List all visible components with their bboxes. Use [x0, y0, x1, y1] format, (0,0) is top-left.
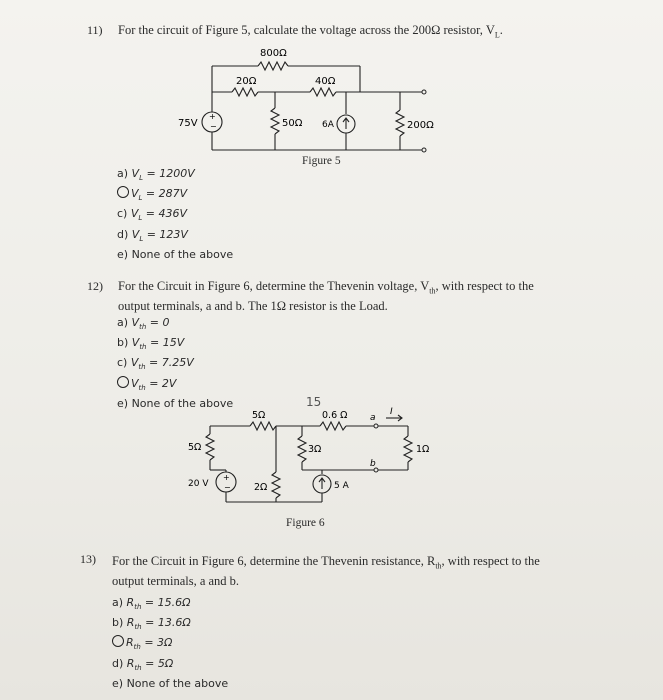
q12-number: 12)	[87, 279, 103, 293]
q12-choice-e[interactable]: e) None of the above	[117, 396, 234, 410]
q12-text: For the Circuit in Figure 6, determine the Thevenin voltage, $V_{th}$, with respect to the output terminals, a and b. The 1Ω resistor is the Load.	[118, 279, 534, 313]
label-75v: 75V	[178, 118, 198, 129]
label-800: 800Ω	[260, 48, 287, 59]
figure-6-circuit	[180, 390, 450, 508]
label-5a: 5 A	[334, 481, 349, 491]
q13-choice-b[interactable]: b) $R_{th} = 13.6\Omega$	[112, 616, 191, 632]
label-5-left: 5Ω	[188, 442, 202, 453]
label-a: a	[370, 413, 376, 423]
q11-choices	[117, 166, 233, 262]
q13-text: For the Circuit in Figure 6, determine the Thevenin resistance, $R_{th}$, with respect to the output terminals, a and b.	[112, 554, 540, 588]
answer-mark-icon	[117, 186, 129, 198]
svg-text:+: +	[223, 473, 230, 482]
q13-choices	[112, 595, 228, 691]
q12-choice-a[interactable]: a) $V_{th} = 0$	[117, 316, 170, 332]
q13-choice-e[interactable]: e) None of the above	[112, 676, 229, 690]
q13-choice-a[interactable]: a) $R_{th} = 15.6\Omega$	[112, 596, 191, 612]
label-06: 0.6 Ω	[322, 410, 348, 421]
q11-choice-a[interactable]: a) $V_L = 1200V$	[117, 167, 195, 183]
label-3: 3Ω	[308, 444, 322, 455]
q13-choice-d[interactable]: d) $R_{th} = 5\Omega$	[112, 656, 174, 672]
label-5-top: 5Ω	[252, 410, 266, 421]
q12-choice-d[interactable]: $V_{th} = 2V$	[117, 376, 233, 396]
label-2: 2Ω	[254, 482, 268, 493]
label-40: 40Ω	[315, 76, 336, 87]
svg-text:−: −	[210, 122, 217, 131]
handwritten-annotation: 15	[306, 395, 322, 409]
q12-choice-c[interactable]: c) $V_{th} = 7.25V$	[117, 356, 194, 372]
q11-choice-d[interactable]: d) $V_L = 123V$	[117, 227, 188, 243]
answer-mark-icon	[112, 635, 124, 647]
label-200: 200Ω	[407, 120, 434, 131]
figure-5-circuit	[160, 44, 480, 156]
label-1: 1Ω	[416, 444, 430, 455]
q13-number: 13)	[80, 552, 96, 566]
q12-choice-b[interactable]: b) $V_{th} = 15V$	[117, 336, 185, 352]
q11-text: For the circuit of Figure 5, calculate the voltage across the 200Ω resistor, $V_L$.	[118, 23, 503, 40]
q11-choice-c[interactable]: c) $V_L = 436V$	[117, 207, 188, 223]
svg-text:−: −	[224, 483, 231, 492]
label-b: b	[370, 459, 376, 469]
q11-choice-b[interactable]: $V_L = 287V$	[117, 186, 233, 206]
answer-mark-icon	[117, 376, 129, 388]
label-20: 20Ω	[236, 76, 257, 87]
q13-choice-c[interactable]: $R_{th} = 3\Omega$	[112, 635, 228, 655]
label-50: 50Ω	[282, 118, 303, 129]
svg-text:+: +	[209, 112, 216, 121]
label-i: I	[390, 407, 393, 417]
figure-6-caption: Figure 6	[286, 517, 325, 529]
label-6a: 6A	[322, 120, 334, 130]
figure-5-caption: Figure 5	[302, 155, 341, 167]
q11-number: 11)	[87, 23, 103, 37]
q11-choice-e[interactable]: e) None of the above	[117, 247, 234, 261]
label-20v: 20 V	[188, 479, 209, 489]
